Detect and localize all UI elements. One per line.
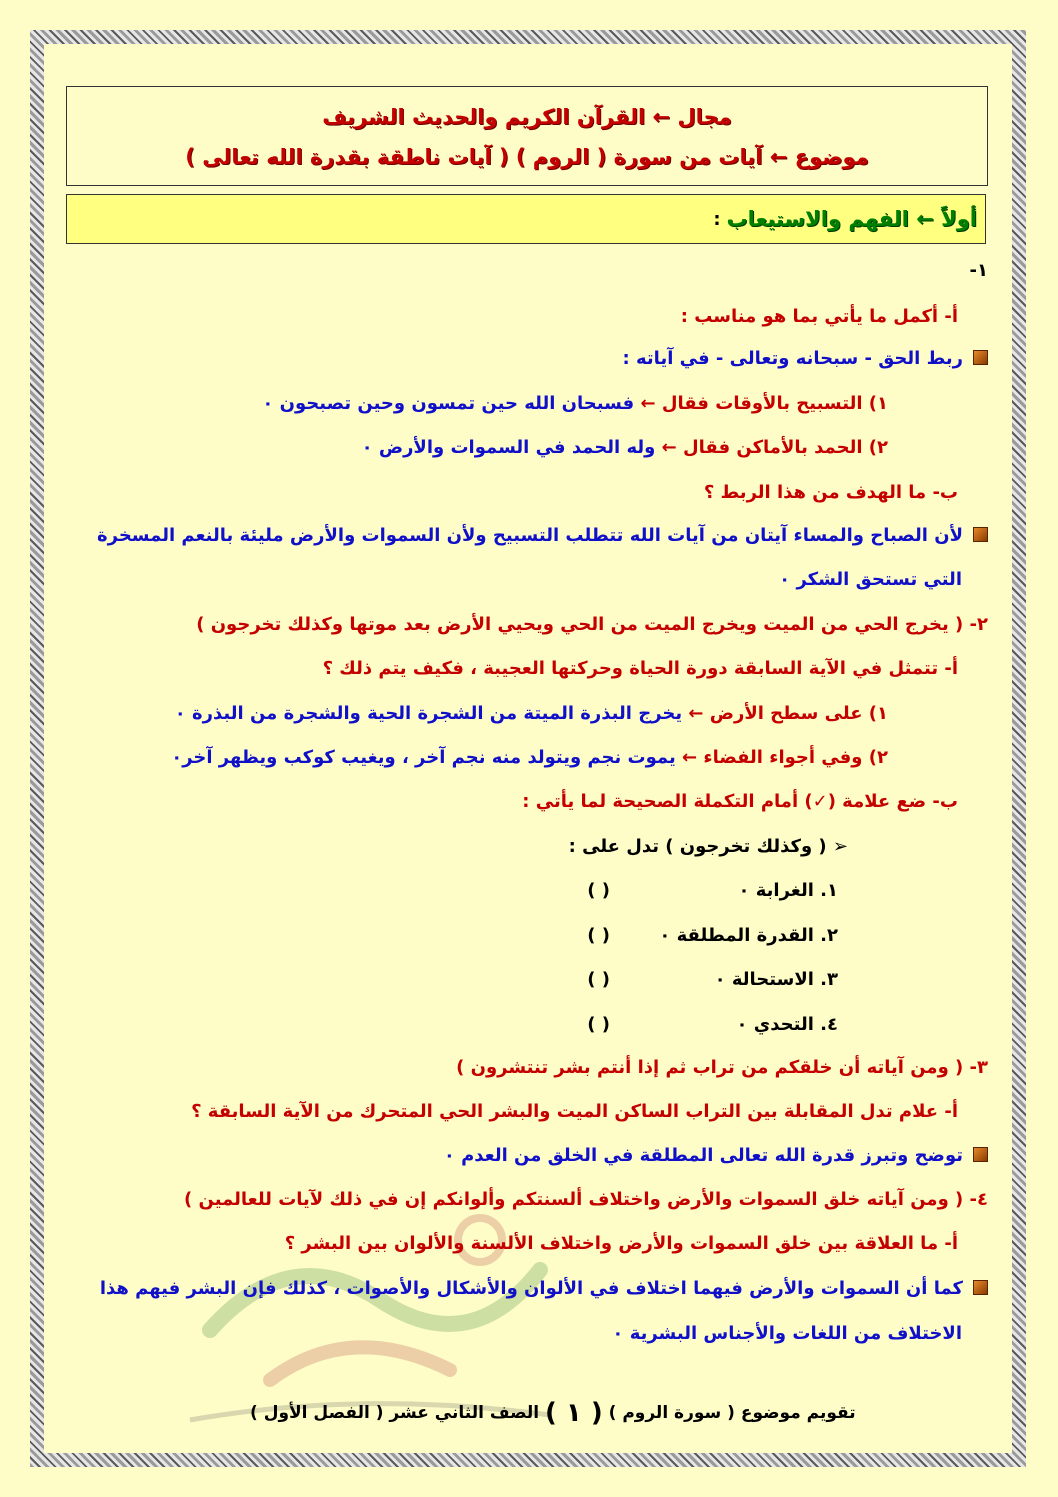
q2-item-1: ١) على سطح الأرض ← يخرج البذرة الميتة من الشجرة الحية والشجرة من البذرة ٠ (174, 703, 888, 724)
q1-item-1: ١) التسبيح بالأوقات فقال ← فسبحان الله حين تمسون وحين تصبحون ٠ (262, 393, 888, 414)
q1-part-a-intro: ربط الحق - سبحانه وتعالى - في آياته : (623, 346, 988, 372)
section-title: أولاً ← الفهم والاستيعاب (726, 207, 977, 231)
header-box (66, 86, 988, 186)
q1-answer-line-1: لأن الصباح والمساء آيتان من آيات الله تتطلب التسبيح ولأن السموات والأرض مليئة بالنعم المسخرة (97, 523, 988, 549)
q4-part-a-label: أ- ما العلاقة بين خلق السموات والأرض واختلاف الألسنة والألوان بين البشر ؟ (284, 1233, 958, 1254)
q1-part-a-label: أ- أكمل ما يأتي بما هو مناسب : (680, 306, 958, 327)
footer-subject: تقويم موضوع ( سورة الروم ) (608, 1403, 856, 1423)
footer-grade: الصف الثاني عشر ( الفصل الأول ) (250, 1403, 540, 1423)
q1-answer-line-2: التي تستحق الشكر ٠ (779, 569, 962, 590)
topic-title: موضوع ← آيات من سورة ( الروم ) ( آيات ناطقة بقدرة الله تعالى ) (185, 145, 869, 169)
q4-answer-line-1: كما أن السموات والأرض فيهما اختلاف في الألوان والأشكال والأصوات ، كذلك فإن البشر فيهم هذا (100, 1276, 988, 1302)
option-2-checkbox[interactable]: ( ) (587, 925, 610, 946)
q4-answer-line-2: الاختلاف من اللغات والأجناس البشرية ٠ (612, 1323, 962, 1344)
option-4-label: ٤. التحدي ٠ (736, 1014, 838, 1035)
option-4-checkbox[interactable]: ( ) (587, 1014, 610, 1035)
section-colon: : (713, 208, 721, 230)
square-bullet-icon (973, 527, 988, 542)
option-2-label: ٢. القدرة المطلقة ٠ (659, 925, 838, 946)
domain-title: مجال ← القرآن الكريم والحديث الشريف (322, 105, 732, 129)
square-bullet-icon (973, 350, 988, 365)
q1-item-2: ٢) الحمد بالأماكن فقال ← وله الحمد في السموات والأرض ٠ (361, 437, 888, 458)
q1-part-b-label: ب- ما الهدف من هذا الربط ؟ (703, 482, 958, 503)
q2-part-b-stem: ➢ ( وكذلك تخرجون ) تدل على : (568, 836, 848, 857)
q2-stem: ٢- ( يخرج الحي من الميت ويخرج الميت من الحي ويحيي الأرض بعد موتها وكذلك تخرجون ) (196, 614, 988, 635)
q2-item-2: ٢) وفي أجواء الفضاء ← يموت نجم ويتولد منه نجم آخر ، ويغيب كوكب ويظهر آخر٠ (171, 747, 888, 768)
q2-part-b-label: ب- ضع علامة (✓) أمام التكملة الصحيحة لما يأتي : (522, 791, 958, 812)
q3-answer: توضح وتبرز قدرة الله تعالى المطلقة في الخلق من العدم ٠ (444, 1143, 988, 1169)
q2-part-a-label: أ- تتمثل في الآية السابقة دورة الحياة وحركتها العجيبة ، فكيف يتم ذلك ؟ (322, 658, 958, 679)
option-1-label: ١. الغرابة ٠ (738, 880, 838, 901)
option-1-checkbox[interactable]: ( ) (587, 880, 610, 901)
square-bullet-icon (973, 1280, 988, 1295)
option-3-label: ٣. الاستحالة ٠ (714, 969, 838, 990)
document-page (50, 48, 1008, 1448)
option-3-checkbox[interactable]: ( ) (587, 969, 610, 990)
q3-part-a-label: أ- علام تدل المقابلة بين التراب الساكن الميت والبشر الحي المتحرك من الآية السابقة ؟ (191, 1101, 958, 1122)
q4-stem: ٤- ( ومن آياته خلق السموات والأرض واختلاف ألسنتكم وألوانكم إن في ذلك لآيات للعالمين ) (184, 1189, 988, 1210)
section-heading (66, 194, 986, 244)
page-number: ( ١ ) (544, 1398, 603, 1428)
page-footer (250, 1398, 856, 1428)
q3-stem: ٣- ( ومن آياته أن خلقكم من تراب ثم إذا أنتم بشر تنتشرون ) (456, 1057, 988, 1078)
square-bullet-icon (973, 1147, 988, 1162)
q1-number: ١- (969, 260, 988, 281)
